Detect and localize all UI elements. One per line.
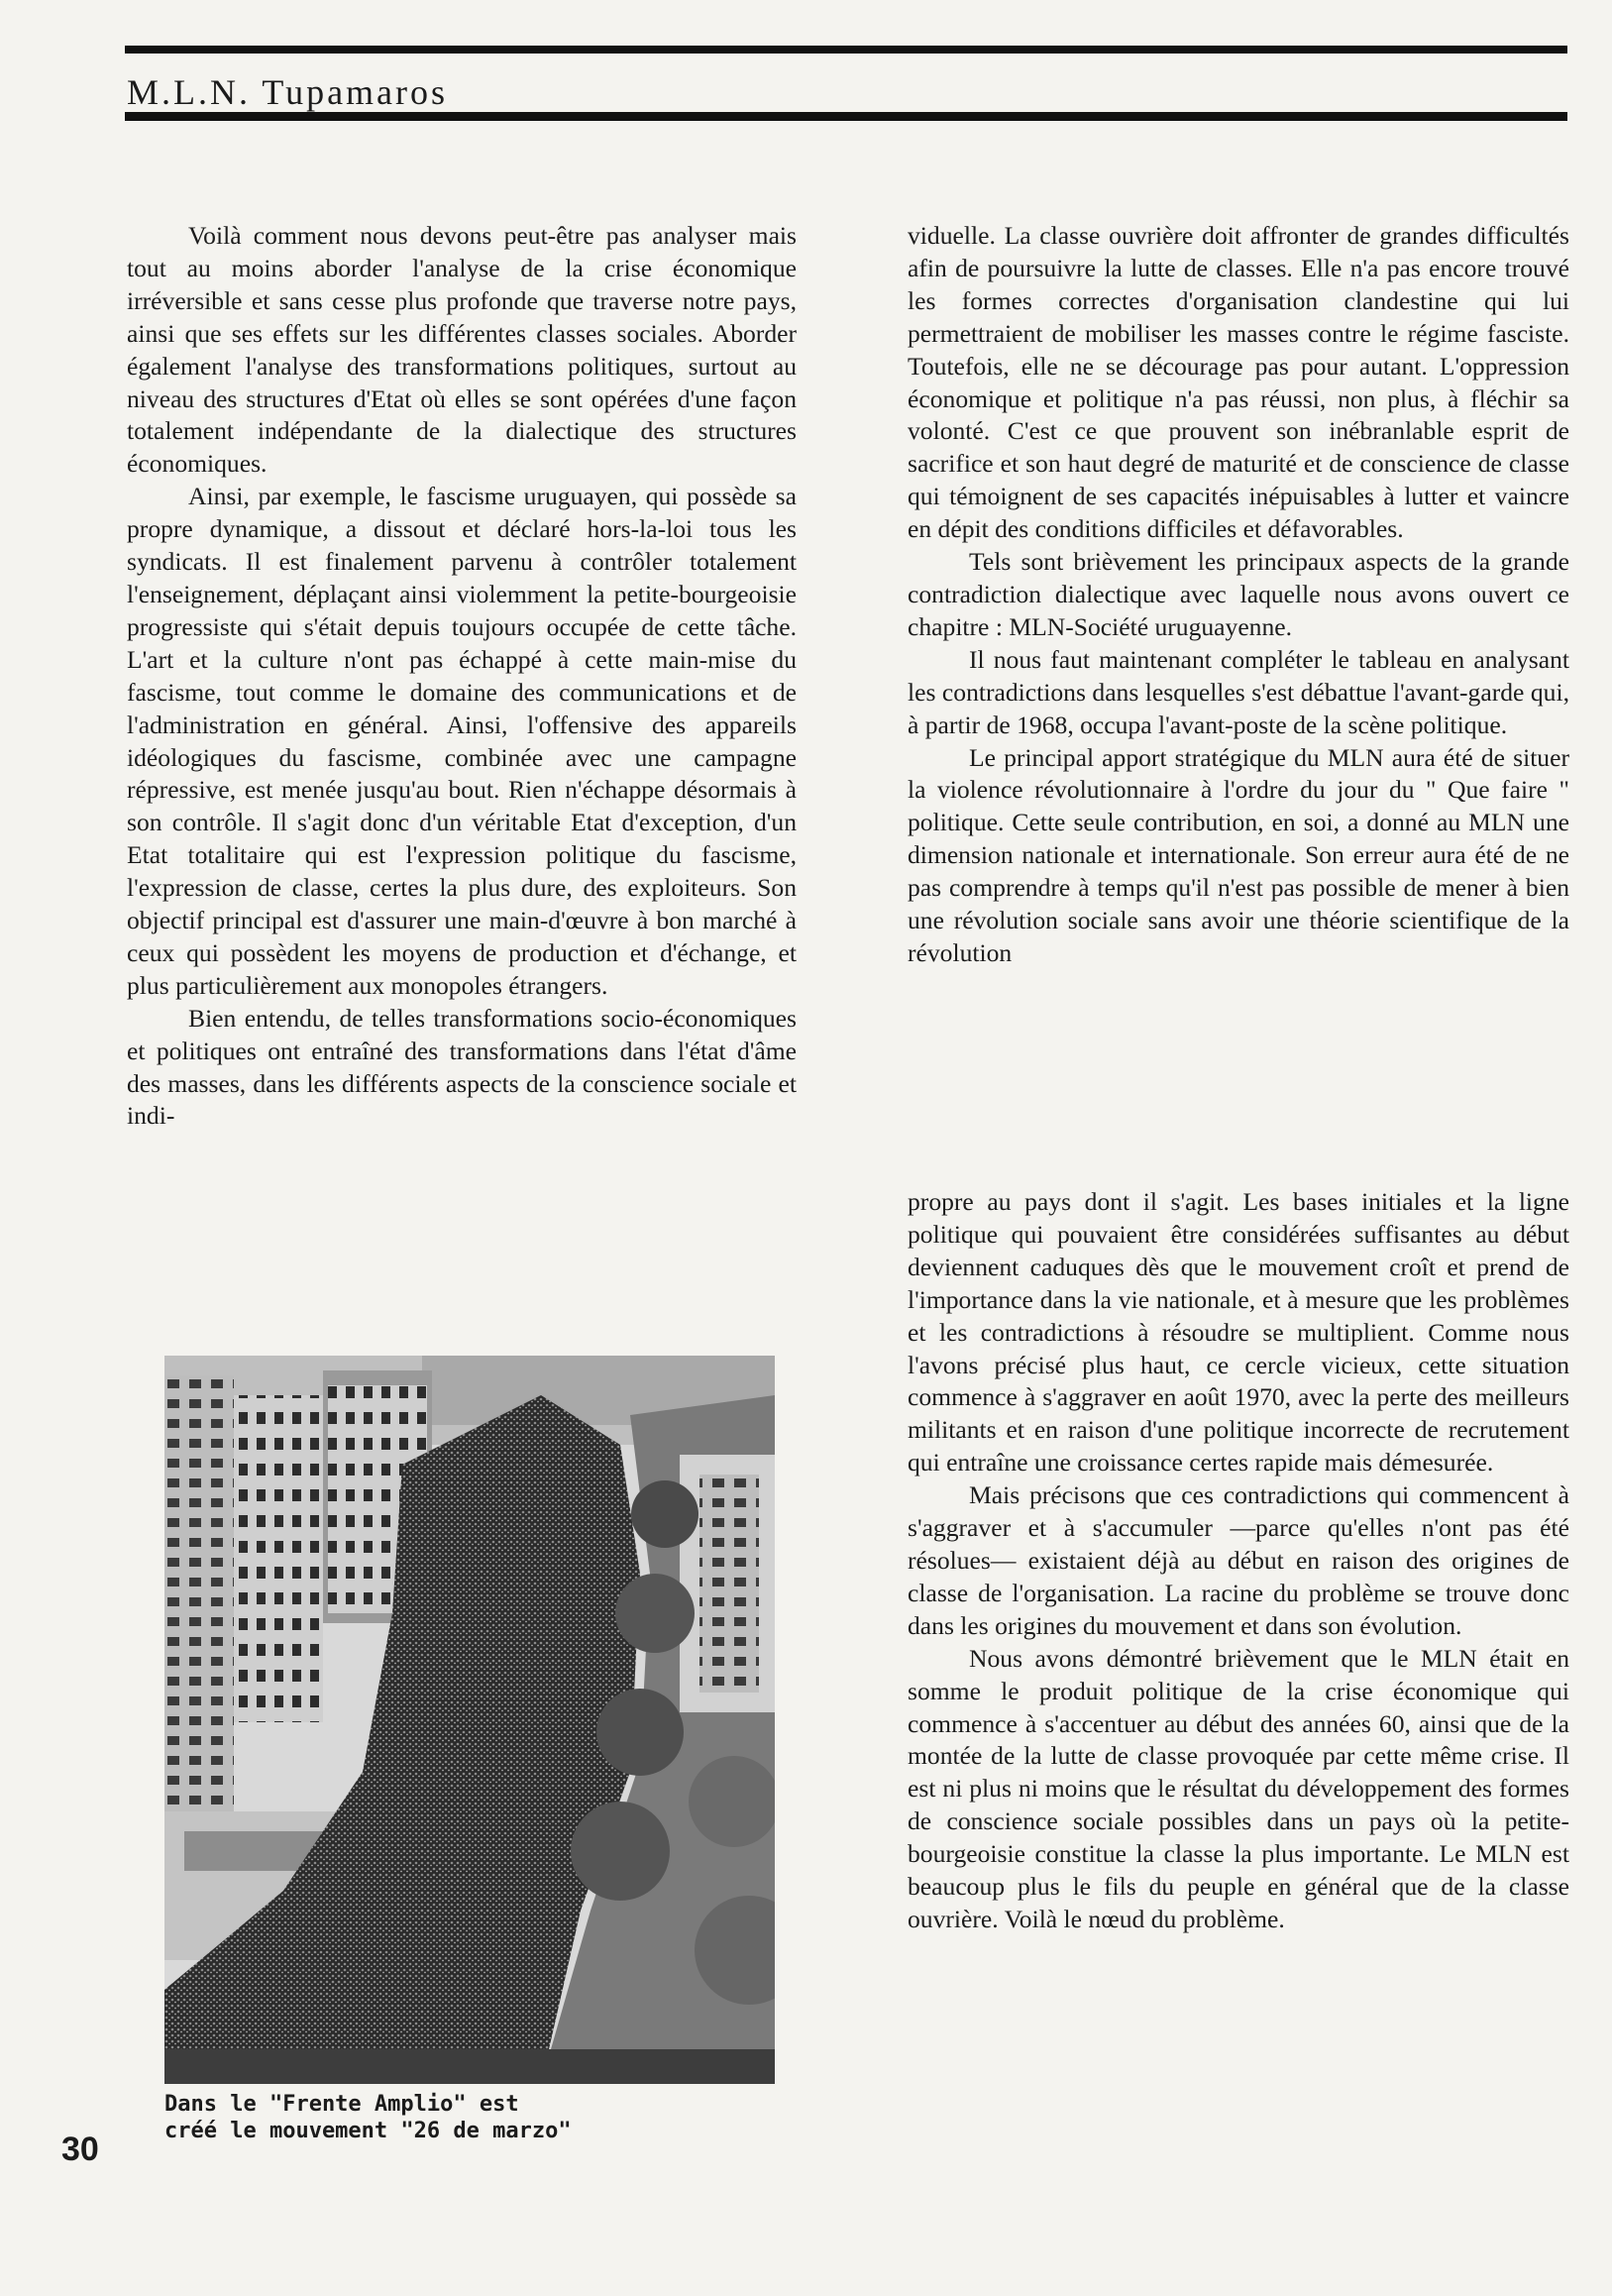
caption-line: créé le mouvement "26 de marzo" — [164, 2119, 572, 2143]
header-bottom-rule — [125, 112, 1567, 121]
paragraph-continuation: propre au pays dont il s'agit. Les bases initiales et la ligne politique qui pouvaient être considérées suffisantes au début deviennent caduques dès que le mouvement croît et prend de l'importance dans la vie nationale, et à mesure que les problèmes et les contradictions à résoudre se multiplient. Comme nous l'avons précisé plus haut, ce cercle vicieux, cette situation commence à s'aggraver en août 1970, avec la perte des meilleurs militants et en raison d'une politique incorrecte de recrutement qui entraîne une croissance certes rapide mais démesurée. — [908, 1187, 1569, 1477]
right-column-top — [908, 220, 1569, 970]
running-head: M.L.N. Tupamaros — [127, 72, 449, 112]
page-number: 30 — [61, 2131, 99, 2168]
paragraph: Ainsi, par exemple, le fascisme uruguayen, qui possède sa propre dynamique, a dissout et déclaré hors-la-loi tous les syndicats. Il est finalement parvenu à contrôler totalement l'enseignement, déplaçant ainsi violemment la petite-bourgeoisie progressiste qui s'était depuis toujours occupée de cette tâche. L'art et la culture n'ont pas échappé à cette main-mise du fascisme, tout comme le domaine des communications et de l'administration en général. Ainsi, l'offensive des appareils idéologiques du fascisme, combinée avec une campagne répressive, est menée jusqu'au bout. Rien n'échappe désormais à son contrôle. Il s'agit donc d'un véritable Etat d'exception, d'un Etat totalitaire qui est l'expression politique du fascisme, l'expression de classe, certes la plus dure, des exploiteurs. Son objectif principal est d'assurer une main-d'œuvre à bon marché à ceux qui possèdent les moyens de production et d'échange, et plus particulièrement aux monopoles étrangers. — [127, 482, 797, 1000]
header-top-rule — [125, 46, 1567, 54]
street-march-photo — [164, 1356, 775, 2084]
caption-line: Dans le "Frente Amplio" est — [164, 2092, 519, 2117]
paragraph: Voilà comment nous devons peut-être pas analyser mais tout au moins aborder l'analyse de la crise économique irréversible et sans cesse plus profonde que traverse notre pays, ainsi que ses effets sur les différentes classes sociales. Aborder également l'analyse des transformations politiques, surtout au niveau des structures d'Etat où elles se sont opérées d'une façon totalement indépendante de la dialectique des structures économiques. — [127, 221, 797, 479]
paragraph: Bien entendu, de telles transformations socio-économiques et politiques ont entraîné des transformations dans l'état d'âme des masses, dans les différents aspects de la conscience sociale et indi- — [127, 1003, 797, 1131]
paragraph: Mais précisons que ces contradictions qui commencent à s'aggraver et à s'accumuler —parce qu'elles n'ont pas été résolues— existaient déjà au début en raison des origines de classe de l'organisation. La racine du problème se trouve donc dans les origines du mouvement et dans son évolution. — [908, 1480, 1569, 1640]
paragraph: Le principal apport stratégique du MLN aura été de situer la violence révolutionnaire à l'ordre du jour du " Que faire " politique. Cette seule contribution, en soi, a donné au MLN une dimension nationale et internationale. Son erreur aura été de ne pas comprendre à temps qu'il n'est pas possible de mener à bien une révolution sociale sans avoir une théorie scientifique de la révolution — [908, 742, 1569, 967]
left-column — [127, 220, 797, 1133]
paragraph: Tels sont brièvement les principaux aspects de la grande contradiction dialectique avec laquelle nous avons ouvert ce chapitre : MLN-Société uruguayenne. — [908, 547, 1569, 641]
paragraph: Nous avons démontré brièvement que le MLN était en somme le produit politique de la crise économique qui commence à s'accentuer au début des années 60, ainsi que de la montée de la lutte de classe provoquée par cette même crise. Il est ni plus ni moins que le résultat du développement des formes de conscience sociale possibles dans un pays où la petite-bourgeoisie constitue la classe la plus importante. Le MLN est beaucoup plus le fils du peuple en général que de la classe ouvrière. Voilà le nœud du problème. — [908, 1643, 1569, 1933]
photo-caption — [164, 2091, 799, 2144]
paragraph-continuation: viduelle. La classe ouvrière doit affronter de grandes difficultés afin de poursuivre la lutte de classes. Elle n'a pas encore trouvé les formes correctes d'organisation clandestine qui lui permettraient de mobiliser les masses contre le régime fasciste. Toutefois, elle ne se décourage pas pour autant. L'oppression économique et politique n'a pas réussi, non plus, à fléchir sa volonté. C'est ce que prouvent son inébranlable esprit de sacrifice et son haut degré de maturité et de conscience de classe qui témoignent de ses capacités inépuisables à lutter et vaincre en dépit des conditions difficiles et défavorables. — [908, 221, 1569, 544]
right-column-bottom — [908, 1186, 1569, 1936]
paragraph: Il nous faut maintenant compléter le tableau en analysant les contradictions dans lesquelles s'est débattue l'avant-garde qui, à partir de 1968, occupa l'avant-poste de la scène politique. — [908, 644, 1569, 739]
